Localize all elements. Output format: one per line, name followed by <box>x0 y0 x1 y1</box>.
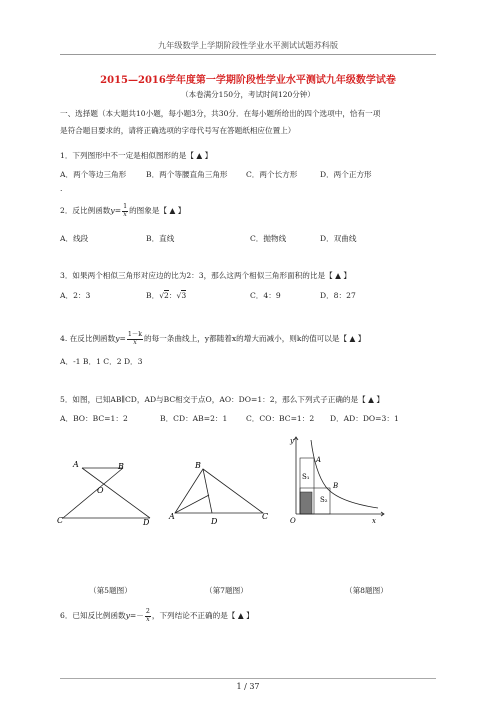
q3-radicand-2: 3 <box>181 291 187 300</box>
q1-option-d: D．两个正方形 <box>320 170 372 179</box>
q1-option-b: B．两个等腰直角三角形 <box>146 170 228 179</box>
q6-fraction <box>145 609 151 623</box>
q4-denominator: x <box>133 338 137 346</box>
sqrt-sign: √ <box>176 291 182 300</box>
q5-option-a: A．BO：BC=1：2 <box>60 414 128 423</box>
q4-stem <box>60 332 365 346</box>
shaded-overlap <box>300 492 312 514</box>
figure-8-caption: （第8题图） <box>345 586 388 595</box>
segment-a-to-bd <box>175 495 209 513</box>
segment-ad <box>82 468 150 518</box>
figure-7-caption: （第7题图） <box>205 586 248 595</box>
q6-pre: 6．已知反比例函数 <box>60 611 126 620</box>
header-rule <box>60 54 436 55</box>
q1-option-a: A．两个等边三角形 <box>60 170 127 179</box>
q2-y: y <box>110 206 115 215</box>
label-x: x <box>372 517 376 525</box>
q6-denominator: x <box>146 615 150 623</box>
q2-fraction <box>122 204 128 218</box>
q2-option-c: C．抛物线 <box>250 234 287 243</box>
segment-bd <box>203 469 212 513</box>
figure-8 <box>282 432 392 527</box>
q3-stem: 3．如果两个相似三角形对应边的比为2：3，那么这两个相似三角形面积的比是【 ▲ 】 <box>60 271 351 280</box>
q5-option-c: C．CO：BC=1：2 <box>246 414 315 423</box>
exam-subtitle: （本卷满分150分，考试时间120分钟） <box>181 90 315 99</box>
label-s1: S₁ <box>302 473 310 481</box>
q1-stray-dot: . <box>60 184 63 193</box>
q2-option-d: D．双曲线 <box>320 234 357 243</box>
q2-option-a: A．线段 <box>60 234 89 243</box>
q4-y: y <box>115 334 120 343</box>
label-a: A <box>73 460 79 469</box>
q3-option-a: A．2：3 <box>60 291 91 300</box>
q6-stem <box>60 609 254 623</box>
q3-option-d: D．8：27 <box>320 291 356 300</box>
q2-stem <box>60 204 185 218</box>
label-b: B <box>195 461 201 470</box>
section-instructions-line1: 一、选择题（本大题共10小题，每小题3分，共30分．在每小题所给出的四个选项中，恰有一项 <box>60 109 381 118</box>
label-a: A <box>169 512 175 521</box>
q6-eq: =－ <box>129 611 144 620</box>
q3-radicand-1: 2 <box>164 291 169 300</box>
label-b: B <box>333 482 339 490</box>
label-c: C <box>262 512 269 521</box>
q1-stem: 1．下列图形中不一定是相似图形的是【 ▲ 】 <box>60 151 213 160</box>
figure-5-caption: （第5题图） <box>89 586 132 595</box>
figure-5 <box>55 455 165 530</box>
q5-option-d: D．AD：DO=3：1 <box>330 414 399 423</box>
label-o: O <box>97 486 104 495</box>
section-instructions-line2: 是符合题目要求的，请将正确选项的字母代号写在答题纸相应位置上） <box>60 126 296 135</box>
label-a: A <box>316 456 322 464</box>
q2-option-b: B．直线 <box>146 234 175 243</box>
q2-pre: 2．反比例函数 <box>60 206 111 215</box>
q3-option-b <box>146 290 186 301</box>
q4-fraction <box>127 332 143 346</box>
label-o: O <box>290 517 296 525</box>
q6-numerator: 2 <box>145 608 150 615</box>
q6-post: ，下列结论不正确的是【 ▲ 】 <box>151 611 254 620</box>
q4-post: 的每一条曲线上，y都随着x的增大而减小，则k的值可以是【 ▲ 】 <box>144 334 366 343</box>
q5-stem: 5．如图，已知AB∥CD，AD与BC相交于点O，AO：DO=1：2，那么下列式子正确的是【 ▲ 】 <box>60 395 384 404</box>
q4-pre: 4. 在反比例函数 <box>60 334 116 343</box>
label-d: D <box>211 517 218 526</box>
label-b: B <box>118 462 124 471</box>
figure-7 <box>165 455 275 530</box>
footer-rule <box>60 678 436 679</box>
sqrt-sign: √ <box>159 291 165 300</box>
q4-numerator: 1－k <box>127 331 143 338</box>
label-y: y <box>290 437 294 445</box>
page-number: 1 / 37 <box>236 682 260 691</box>
q2-denominator: x <box>123 210 127 218</box>
label-c: C <box>57 516 64 525</box>
label-d: D <box>143 518 150 527</box>
label-s2: S₂ <box>320 496 328 504</box>
q3-ratio-colon: ： <box>168 291 177 300</box>
q2-numerator: 1 <box>123 203 128 210</box>
q4-eq: = <box>119 334 126 343</box>
q2-post: 的图象是【 ▲ 】 <box>129 206 186 215</box>
q4-options: A．-1 B．1 C．2 D．3 <box>60 357 143 366</box>
q6-y: y <box>125 611 130 620</box>
q2-eq: = <box>114 206 122 215</box>
exam-title: 2015—2016学年度第一学期阶段性学业水平测试九年级数学试卷 <box>100 75 396 86</box>
q3-option-c: C．4：9 <box>250 291 281 300</box>
page-header: 九年级数学上学期阶段性学业水平测试试题苏科版 <box>157 40 339 50</box>
segment-bc <box>63 468 123 518</box>
q1-option-c: C．两个长方形 <box>246 170 298 179</box>
q5-option-b: B．CD：AB=2：1 <box>160 414 228 423</box>
q3-option-b-label: B． <box>146 291 160 300</box>
